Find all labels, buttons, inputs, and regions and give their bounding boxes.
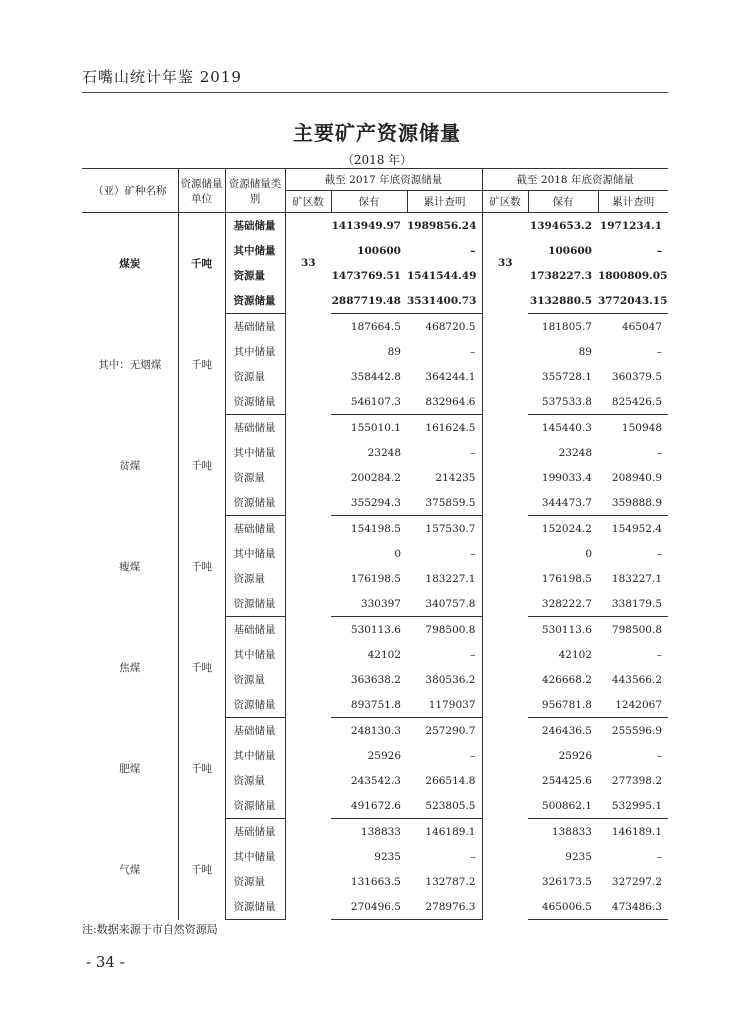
hold-2017-cell: 154198.5	[350, 522, 401, 535]
hold-2018-cell: 530113.6	[541, 623, 592, 636]
hold-2017-cell: 176198.5	[350, 572, 401, 585]
cumulative-2017-cell: 375859.5	[407, 490, 482, 516]
mine-count-2018-cell	[482, 415, 528, 516]
mineral-group	[82, 314, 668, 415]
col-header-hold-2018: 保有	[528, 191, 598, 213]
col-header-cum-2018: 累计查明	[598, 191, 668, 213]
cumulative-2018-cell: 1800809.05	[598, 269, 668, 282]
hold-2018-cell: 956781.8	[528, 692, 598, 718]
category-cell: 基础储量	[225, 718, 285, 744]
hold-2017-cell: 546107.3	[331, 389, 407, 415]
category-cell: 资源量	[225, 364, 285, 389]
category-cell: 资源储量	[225, 894, 285, 920]
cumulative-2017-cell: 340757.8	[407, 591, 482, 617]
hold-2017-cell: 138833	[360, 825, 401, 838]
mineral-name-cell: 焦煤	[82, 617, 178, 718]
hold-2017-cell: 2887719.48	[331, 288, 407, 314]
cumulative-2018-cell: 338179.5	[598, 591, 668, 617]
category-cell: 资源量	[225, 465, 285, 490]
table-row	[82, 819, 668, 845]
category-cell: 其中储量	[225, 440, 285, 465]
mineral-name-cell: 贫煤	[82, 415, 178, 516]
category-cell: 基础储量	[225, 415, 285, 441]
cumulative-2017-cell: 523805.5	[407, 793, 482, 819]
hold-2017-cell: 243542.3	[350, 774, 401, 787]
mineral-group	[82, 213, 668, 314]
unit-cell: 千吨	[178, 718, 225, 819]
mine-count-2018-cell	[482, 819, 528, 920]
mineral-reserves-table	[82, 168, 668, 920]
hold-2017-cell: 89	[387, 345, 401, 358]
mineral-group	[82, 617, 668, 718]
hold-2018-cell: 9235	[565, 850, 592, 863]
category-cell: 资源储量	[225, 591, 285, 617]
hold-2017-cell: 358442.8	[350, 370, 401, 383]
cumulative-2018-cell: 154952.4	[611, 522, 663, 535]
mineral-name-cell: 肥煤	[82, 718, 178, 819]
hold-2018-cell: 152024.2	[541, 522, 592, 535]
table-row	[82, 718, 668, 744]
cumulative-2018-cell: 443566.2	[611, 673, 663, 686]
col-header-count-2017: 矿区数	[285, 191, 331, 213]
mine-count-2017-cell	[285, 314, 331, 415]
category-cell: 资源量	[225, 667, 285, 692]
category-cell: 其中储量	[225, 339, 285, 364]
mine-count-2018-cell	[482, 718, 528, 819]
cumulative-2017-cell: 278976.3	[407, 894, 482, 920]
category-cell: 资源储量	[225, 490, 285, 516]
category-cell: 资源储量	[225, 793, 285, 819]
cumulative-2017-cell: 257290.7	[407, 718, 482, 744]
category-cell: 资源储量	[225, 389, 285, 415]
category-cell: 其中储量	[225, 743, 285, 768]
hold-2018-cell: 0	[585, 547, 592, 560]
hold-2018-cell: 1394653.2	[529, 219, 592, 232]
hold-2017-cell: 187664.5	[350, 320, 401, 333]
hold-2017-cell: 893751.8	[331, 692, 407, 718]
hold-2017-cell: 330397	[331, 591, 407, 617]
hold-2017-cell: 363638.2	[350, 673, 401, 686]
cumulative-2017-cell: –	[407, 743, 482, 768]
mine-count-2018-cell	[482, 516, 528, 617]
cumulative-2018-cell: 532995.1	[598, 793, 668, 819]
mineral-group	[82, 819, 668, 920]
col-header-type: 资源储量类别	[225, 169, 285, 213]
cumulative-2017-cell: 364244.1	[407, 364, 482, 389]
cumulative-2018-cell: 208940.9	[611, 471, 663, 484]
hold-2018-cell: 23248	[558, 446, 592, 459]
hold-2018-cell: 42102	[558, 648, 592, 661]
running-header: 石嘴山统计年鉴 2019	[82, 68, 242, 86]
cumulative-2018-cell: –	[656, 850, 663, 863]
mine-count-2017-cell	[285, 415, 331, 516]
cumulative-2017-cell: 468720.5	[407, 314, 482, 340]
col-header-hold-2017: 保有	[331, 191, 407, 213]
mine-count-2017-cell: 33	[300, 257, 316, 270]
hold-2017-cell: 355294.3	[331, 490, 407, 516]
cumulative-2018-cell: 327297.2	[611, 875, 663, 888]
mineral-group	[82, 415, 668, 516]
hold-2018-cell: 344473.7	[528, 490, 598, 516]
page-number: - 34 -	[86, 953, 125, 971]
col-header-period-2017: 截至 2017 年底资源储量	[285, 169, 482, 191]
category-cell: 资源储量	[225, 692, 285, 718]
mineral-name-cell: 气煤	[82, 819, 178, 920]
cumulative-2018-cell: 146189.1	[611, 825, 663, 838]
hold-2018-cell: 199033.4	[541, 471, 592, 484]
cumulative-2017-cell: 1989856.24	[407, 213, 482, 239]
mineral-name-cell: 煤炭	[82, 213, 178, 314]
hold-2017-cell: 0	[394, 547, 401, 560]
category-cell: 资源量	[225, 869, 285, 894]
unit-cell: 千吨	[178, 516, 225, 617]
col-header-period-2018: 截至 2018 年底资源储量	[482, 169, 668, 191]
hold-2018-cell: 355728.1	[541, 370, 592, 383]
cumulative-2017-cell: –	[407, 541, 482, 566]
cumulative-2017-cell: –	[407, 238, 482, 263]
cumulative-2017-cell: 146189.1	[407, 819, 482, 845]
cumulative-2018-cell: 183227.1	[611, 572, 663, 585]
cumulative-2018-cell: –	[656, 749, 663, 762]
cumulative-2017-cell: 3531400.73	[407, 288, 482, 314]
hold-2017-cell: 1473769.51	[331, 269, 401, 282]
table-row	[82, 314, 668, 340]
cumulative-2017-cell: 214235	[407, 465, 482, 490]
mineral-name-cell: 其中：无烟煤	[82, 314, 178, 415]
source-note: 注:数据来源于市自然资源局	[82, 923, 218, 936]
cumulative-2018-cell: –	[656, 244, 663, 257]
cumulative-2018-cell: –	[656, 345, 663, 358]
cumulative-2017-cell: 380536.2	[407, 667, 482, 692]
hold-2017-cell: 1413949.97	[331, 219, 401, 232]
mine-count-2017-cell	[285, 617, 331, 718]
hold-2018-cell: 176198.5	[541, 572, 592, 585]
cumulative-2017-cell: 183227.1	[407, 566, 482, 591]
category-cell: 基础储量	[225, 617, 285, 643]
cumulative-2018-cell: 1242067	[598, 692, 668, 718]
hold-2018-cell: 246436.5	[541, 724, 592, 737]
mineral-group	[82, 718, 668, 819]
cumulative-2018-cell: 825426.5	[598, 389, 668, 415]
page-title: 主要矿产资源储量	[293, 121, 461, 145]
cumulative-2018-cell: 465047	[621, 320, 663, 333]
category-cell: 其中储量	[225, 238, 285, 263]
cumulative-2017-cell: –	[407, 642, 482, 667]
cumulative-2017-cell: –	[407, 339, 482, 364]
hold-2017-cell: 42102	[367, 648, 401, 661]
cumulative-2018-cell: 798500.8	[611, 623, 663, 636]
cumulative-2017-cell: –	[407, 844, 482, 869]
hold-2018-cell: 145440.3	[541, 421, 592, 434]
category-cell: 资源量	[225, 263, 285, 288]
category-cell: 其中储量	[225, 642, 285, 667]
table-row	[82, 415, 668, 441]
cumulative-2018-cell: –	[656, 547, 663, 560]
hold-2017-cell: 9235	[374, 850, 401, 863]
category-cell: 基础储量	[225, 213, 285, 239]
unit-cell: 千吨	[178, 314, 225, 415]
category-cell: 基础储量	[225, 314, 285, 340]
category-cell: 资源量	[225, 768, 285, 793]
hold-2018-cell: 100600	[548, 244, 592, 257]
cumulative-2017-cell: 161624.5	[407, 415, 482, 441]
cumulative-2018-cell: 1971234.1	[599, 219, 663, 232]
hold-2018-cell: 181805.7	[541, 320, 592, 333]
mine-count-2017-cell	[285, 819, 331, 920]
category-cell: 其中储量	[225, 541, 285, 566]
category-cell: 基础储量	[225, 516, 285, 542]
hold-2017-cell: 530113.6	[350, 623, 401, 636]
hold-2017-cell: 155010.1	[350, 421, 401, 434]
category-cell: 资源储量	[225, 288, 285, 314]
category-cell: 资源量	[225, 566, 285, 591]
col-header-unit: 资源储量单位	[178, 169, 225, 213]
hold-2018-cell: 1738227.3	[529, 269, 592, 282]
hold-2017-cell: 248130.3	[350, 724, 401, 737]
cumulative-2017-cell: 266514.8	[407, 768, 482, 793]
hold-2018-cell: 465006.5	[528, 894, 598, 920]
cumulative-2018-cell: 359888.9	[598, 490, 668, 516]
unit-cell: 千吨	[178, 213, 225, 314]
cumulative-2018-cell: 255596.9	[611, 724, 663, 737]
hold-2017-cell: 131663.5	[350, 875, 401, 888]
page-subtitle: （2018 年）	[341, 153, 413, 167]
hold-2017-cell: 23248	[367, 446, 401, 459]
hold-2017-cell: 270496.5	[331, 894, 407, 920]
cumulative-2017-cell: 132787.2	[407, 869, 482, 894]
category-cell: 其中储量	[225, 844, 285, 869]
unit-cell: 千吨	[178, 617, 225, 718]
cumulative-2018-cell: 277398.2	[611, 774, 663, 787]
hold-2018-cell: 254425.6	[541, 774, 592, 787]
hold-2018-cell: 138833	[551, 825, 592, 838]
unit-cell: 千吨	[178, 819, 225, 920]
hold-2018-cell: 3132880.5	[528, 288, 598, 314]
mineral-group	[82, 516, 668, 617]
hold-2017-cell: 200284.2	[350, 471, 401, 484]
mine-count-2017-cell	[285, 718, 331, 819]
cumulative-2017-cell: 1541544.49	[407, 263, 482, 288]
mine-count-2017-cell	[285, 516, 331, 617]
cumulative-2018-cell: 150948	[621, 421, 663, 434]
category-cell: 基础储量	[225, 819, 285, 845]
cumulative-2017-cell: 798500.8	[407, 617, 482, 643]
hold-2017-cell: 25926	[367, 749, 401, 762]
col-header-name: （亚）矿种名称	[82, 169, 178, 213]
hold-2018-cell: 500862.1	[528, 793, 598, 819]
table-row	[82, 617, 668, 643]
hold-2018-cell: 426668.2	[541, 673, 592, 686]
mineral-name-cell: 瘦煤	[82, 516, 178, 617]
hold-2018-cell: 328222.7	[528, 591, 598, 617]
mine-count-2018-cell: 33	[497, 257, 513, 270]
col-header-cum-2017: 累计查明	[407, 191, 482, 213]
cumulative-2018-cell: 360379.5	[611, 370, 663, 383]
col-header-count-2018: 矿区数	[482, 191, 528, 213]
hold-2017-cell: 100600	[357, 244, 401, 257]
hold-2018-cell: 89	[578, 345, 592, 358]
cumulative-2018-cell: –	[656, 648, 663, 661]
cumulative-2018-cell: –	[656, 446, 663, 459]
header-rule	[82, 92, 668, 93]
table-row	[82, 516, 668, 542]
hold-2018-cell: 326173.5	[541, 875, 592, 888]
unit-cell: 千吨	[178, 415, 225, 516]
hold-2017-cell: 491672.6	[331, 793, 407, 819]
hold-2018-cell: 25926	[558, 749, 592, 762]
mine-count-2018-cell	[482, 314, 528, 415]
cumulative-2017-cell: 157530.7	[407, 516, 482, 542]
cumulative-2017-cell: 832964.6	[407, 389, 482, 415]
cumulative-2017-cell: 1179037	[407, 692, 482, 718]
cumulative-2018-cell: 3772043.15	[598, 288, 668, 314]
cumulative-2017-cell: –	[407, 440, 482, 465]
cumulative-2018-cell: 473486.3	[598, 894, 668, 920]
hold-2018-cell: 537533.8	[528, 389, 598, 415]
mine-count-2018-cell	[482, 617, 528, 718]
table-row	[82, 213, 668, 239]
